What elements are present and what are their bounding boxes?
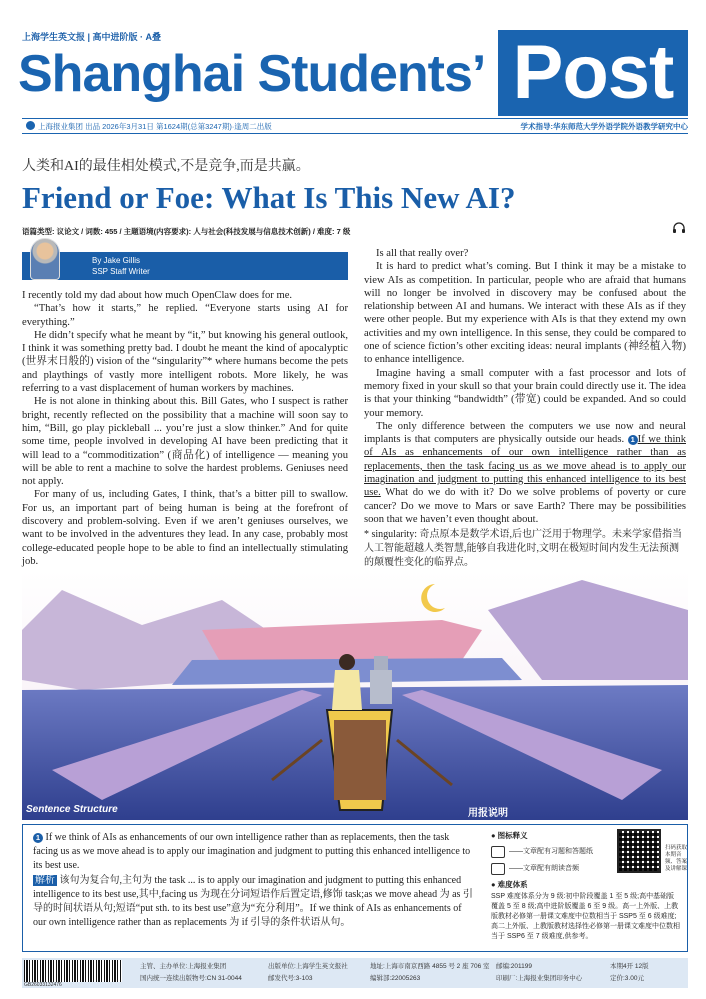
text-span: What do we do with it? Do we solve problems of poverty or cure cancer? Do we move to Mars or save Earth? There may be possibilities soon that we haven’t even thought about. [364,487,686,525]
difficulty-text: SSP 难度体系分为 9 级:初中阶段覆盖 1 至 5 级;高中基础版覆盖 5 至 8 级;高中进阶版覆盖 6 至 9 级。高一上外版、上教版教材必修第一册课文难度中位数相当于 SSP5 至 6 级难度;高二上外版、上教版教材选择性必修第一册课文难度中位数相当于 SSP6 至 7 级难度,供参考。 [491,893,680,940]
byline-name: By Jake Gillis [92,256,141,265]
sentence-analysis [33,831,473,930]
sentence-number-badge: 1 [33,833,43,843]
icon-legend-text: ——文章配有朗读音频 [509,865,579,872]
analysis-text: 该句为复合句,主句为 the task ... is to apply our imagination and judgment to putting this enhanced intelligence to its best use,其中,facing us 为现在分词短语作后置定语,修饰 task;as we move ahead 为 as 引导的时间状语从句;短语“put sth. to its best use”意为“充分利用”。If we think of AIs as enhancements of our own intelligence rather than as replacements 为 if 引导的条件状语从句。 [33,874,473,929]
section-label-usage: 用报说明 [468,808,508,819]
article-meta: 语篇类型: 议论文 / 词数: 455 / 主题语境(内容要求): 人与社会(科技发展与信息技术创新) / 难度: 7 级 [22,227,351,236]
masthead-topline: 上海学生英文报 | 高中进阶版 · A叠 [22,32,162,42]
article-column-2 [364,247,686,526]
footer-cell: 本期4开 12版 [610,963,649,970]
issue-text: 上海报业集团 出品 2026年3月31日 第1624期(总第3247期)·逢周二出版 [38,122,272,131]
footer-cell: 国内统一连续出版物号:CN 31-0044 [140,975,242,982]
icon-legend-text: ——文章配有习题和答题纸 [509,848,593,855]
footer-cell: 地址:上海市南京西路 4855 号 2 座 706 室 [370,963,490,970]
sentence-text: If we think of AIs as enhancements of our own intelligence rather than as replacements, then the task facing us as we move ahead is to apply our imagination and judgment to putting this enhanced intelligence to its best use. [33,832,471,872]
section-label-sentence-structure: Sentence Structure [26,804,118,815]
paragraph: I recently told my dad about how much OpenClaw does for me. [22,290,293,301]
byline-role: SSP Staff Writer [92,267,150,276]
audio-book-icon [491,863,505,875]
paragraph-with-key-sentence [364,420,686,526]
issue-line [26,121,272,132]
byline-bar [22,252,348,280]
footer-cell: 定价:3.00元 [610,975,644,982]
key-sentence[interactable]: If we think of AIs as enhancements of our own intelligence rather than as replacements, then the task facing us as we move ahead is to apply our imagination and judgment to putting this enhanced intelligence to its best use. [364,434,686,499]
barcode [24,960,122,982]
paragraph: For many of us, including Gates, I think, that’s a bitter pill to swallow. For us, an important part of being human is being at the forefront of discovery and problem-solving. Even if we aren’t geniuses ourselves, we want to be involved in the adventures they lead. In any case, probably most college-educated people hope to be able to find an intellectually stimulating job. [22,489,348,567]
author-avatar [30,238,60,280]
article-kicker: 人类和AI的最佳相处模式,不是竞争,而是共赢。 [22,159,310,174]
academic-advisor: 学术指导:华东师范大学外语学院外语教学研究中心 [520,122,688,131]
article-column-1 [22,289,348,568]
headphones-icon[interactable] [672,222,686,234]
masthead-post-logo: Post [498,30,688,116]
footer-cell: 印刷厂:上海报业集团印务中心 [496,975,583,982]
analyzed-sentence [33,831,473,874]
footer-cell: 邮发代号:3-103 [268,975,313,982]
sentence-structure-box [22,824,688,952]
paragraph: “That’s how it starts,” he replied. “Everyone starts using AI for everything.” [22,303,348,328]
article-headline: Friend or Foe: What Is This New AI? [22,180,516,215]
footnote-singularity: * singularity: 奇点原本是数学术语,后也广泛用于物理学。未来学家借指当人工智能超越人类智慧,能够自我进化时,文明在极短时间内发生无法预测的颠覆性变化的临界点。 [364,529,683,568]
illustration-caption-band [22,803,688,819]
footer-cell: 邮编:201199 [496,963,533,970]
footer-cell: 出版单位:上海学生英文报社 [268,963,348,970]
analysis-paragraph [33,874,473,931]
barcode-number: GB26033132476 [24,982,62,988]
icon-legend-heading: ● 图标释义 [491,831,528,840]
paragraph: He is not alone in thinking about this. Bill Gates, who I suspect is rather bright, recently reflected on the possibility that a machine will soon say to him, “Bill, go play pickleball ... you’re just a slow thinker.” And for quite some time, people involved in developing AI have been predicting that it will lead to a “commoditization” (商品化) of intelligence — meaning you will be able to rent a machine to solve the hardest problems. Geniuses need not apply. [22,396,348,488]
text-span: The only difference between the computers we use now and neural implants is that computers are physically outside our heads. [364,420,686,446]
difficulty-heading: ● 难度体系 [491,880,528,889]
footer-cell: 主管、主办单位:上海报业集团 [140,963,227,970]
worksheet-icon [491,846,505,858]
analysis-tag: 解析 [35,874,55,886]
paragraph: Is all that really over? [376,248,469,259]
paragraph: He didn’t specify what he meant by “it,” but knowing his general outlook, I think it was something pretty bad. I doubt he meant the kind of apocalyptic (世界末日般的) vision of the “singularity”* where humans become the pets and playthings of vastly more intelligent robots. More likely, he was referring to a vast displacement of human workers by machines. [22,329,349,395]
footer-info-bar [22,958,688,988]
qr-caption: 扫码获取本期音频、答案及讲解课 [665,845,688,872]
paragraph: Imagine having a small computer with a fast processor and lots of memory fixed in your skull so that your brain could directly use it. The idea is that your thinking “bandwidth” (带宽) could be expanded. And so could your memory. [364,367,686,419]
masthead-title: Shanghai Students’ [18,45,486,103]
illustration-boat-robot [22,570,688,820]
qr-code[interactable] [617,829,661,873]
sentence-number-badge[interactable]: 1 [628,435,638,445]
paragraph: It is hard to predict what’s coming. But I think it may be a mistake to view AIs as competition. In particular, people who are afraid that humans will no longer be involved in discovery may be confused about the relationship between AI and humans. We interact with these AIs as if they were other people. But my experience with AIs is that they extend my own activities and my own intelligence. In this sense, they could be compared to one of science fiction’s other exciting ideas: neural implants (神经植入物) to enhance intelligence. [364,261,686,366]
footer-cell: 编辑部:22005263 [370,975,421,982]
globe-icon [26,121,35,130]
